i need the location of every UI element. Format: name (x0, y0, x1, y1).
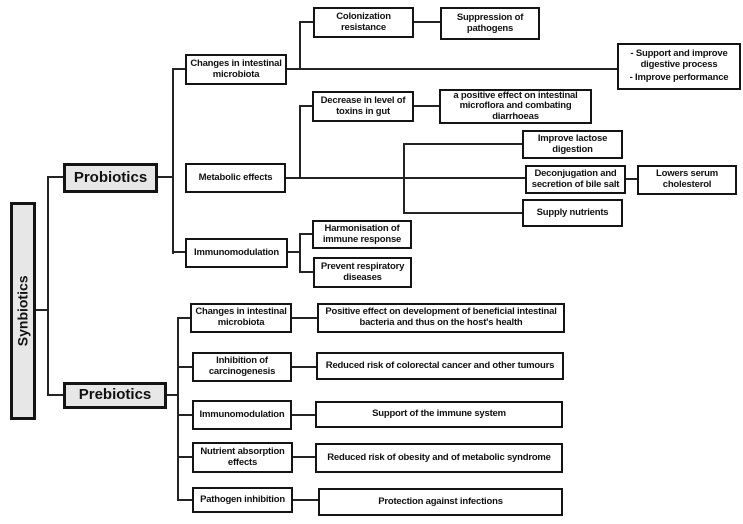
connector-line (172, 68, 174, 254)
connector-line (177, 499, 192, 501)
node-immunomodulation-prebiotics (192, 400, 292, 430)
connector-line (177, 317, 190, 319)
node-decrease-toxins (312, 91, 414, 122)
node-label: Immunomodulation (194, 246, 279, 258)
connector-line (177, 456, 192, 458)
node-harmonisation-immune (312, 220, 412, 249)
node-label: Supply nutrients (536, 206, 609, 218)
connector-line (299, 271, 313, 273)
connector-line (177, 317, 179, 501)
node-label: Pathogen inhibition (200, 493, 285, 505)
node-suppression-pathogens (440, 7, 540, 40)
node-reduced-colorectal (316, 352, 564, 380)
connector-line (293, 499, 318, 501)
node-positive-development (317, 303, 565, 333)
connector-line (286, 177, 525, 179)
node-label: Immunomodulation (199, 408, 285, 420)
connector-line (403, 143, 522, 145)
node-label: Metabolic effects (198, 171, 273, 183)
node-positive-microflora (439, 89, 592, 124)
connector-line (47, 177, 49, 396)
node-lowers-cholesterol (637, 165, 737, 195)
node-label: Reduced risk of obesity and of metabolic syndrome (327, 451, 551, 463)
node-prevent-respiratory (313, 257, 412, 288)
node-prebiotics-label: Prebiotics (78, 386, 152, 404)
node-metabolic-effects (185, 163, 286, 193)
node-changes-intestinal-probiotics (185, 54, 287, 85)
node-label: - Support and improve digestive process (630, 48, 728, 70)
connector-line (299, 68, 617, 70)
node-label: Support of the immune system (372, 408, 506, 420)
connector-line (403, 143, 405, 213)
node-label: a positive effect on intestinal microflora and combating diarrhoeas (453, 89, 578, 122)
node-improve-lactose (522, 130, 623, 159)
connector-line (299, 21, 313, 23)
connector-line (172, 68, 185, 70)
connector-line (299, 233, 312, 235)
node-label: Nutrient absorption effects (200, 445, 285, 468)
node-label: Inhibition of carcinogenesis (208, 355, 276, 377)
node-label: Protection against infections (378, 495, 503, 507)
node-pathogen-inhibition (192, 487, 293, 513)
node-synbiotics-label: Synbiotics (14, 275, 31, 347)
connector-line (172, 251, 185, 253)
node-label: Colonization resistance (336, 10, 391, 33)
node-immunomodulation-probiotics (185, 238, 288, 268)
node-label: Positive effect on development of beneficial intestinal bacteria and thus on the host's health (325, 306, 557, 328)
connector-line (403, 212, 522, 214)
node-label: Changes in intestinal microbiota (190, 57, 282, 80)
node-label: Improve lactose digestion (537, 132, 608, 155)
node-label: Reduced risk of colorectal cancer and other tumours (325, 359, 555, 371)
node-label: Harmonisation of immune response (322, 222, 402, 245)
node-nutrient-absorption (192, 442, 293, 473)
connector-line (626, 178, 637, 180)
connector-line (177, 414, 192, 416)
node-label: Changes in intestinal microbiota (195, 306, 287, 328)
node-label: Suppression of pathogens (456, 11, 524, 34)
node-support-immune-system (315, 401, 563, 428)
connector-line (292, 414, 315, 416)
connector-line (299, 105, 312, 107)
node-inhibition-carcinogenesis (192, 352, 292, 382)
connector-line (177, 366, 192, 368)
connector-line (47, 176, 63, 178)
node-supply-nutrients (522, 199, 623, 227)
node-support-improve (617, 43, 741, 90)
node-reduced-obesity (315, 443, 563, 473)
node-prebiotics (63, 382, 167, 409)
connector-line (292, 317, 317, 319)
node-label: - Improve performance (629, 72, 729, 84)
node-protection-infections (318, 488, 563, 516)
connector-line (299, 233, 301, 273)
connector-line (299, 105, 301, 179)
node-label: Deconjugation and secretion of bile salt (531, 167, 620, 190)
connector-line (414, 105, 439, 107)
node-colonization-resistance (313, 7, 414, 38)
connector-line (414, 21, 440, 23)
node-probiotics (63, 163, 158, 193)
node-synbiotics (10, 202, 36, 420)
node-label: Lowers serum cholesterol (655, 168, 718, 190)
node-probiotics-label: Probiotics (73, 168, 148, 186)
node-label: Prevent respiratory diseases (320, 260, 405, 283)
connector-line (292, 366, 316, 368)
connector-line (47, 394, 63, 396)
node-changes-intestinal-prebiotics (190, 303, 292, 333)
node-deconjugation-bile-salt (525, 165, 626, 194)
connector-line (299, 21, 301, 70)
node-label: Decrease in level of toxins in gut (320, 94, 406, 117)
connector-line (293, 456, 315, 458)
